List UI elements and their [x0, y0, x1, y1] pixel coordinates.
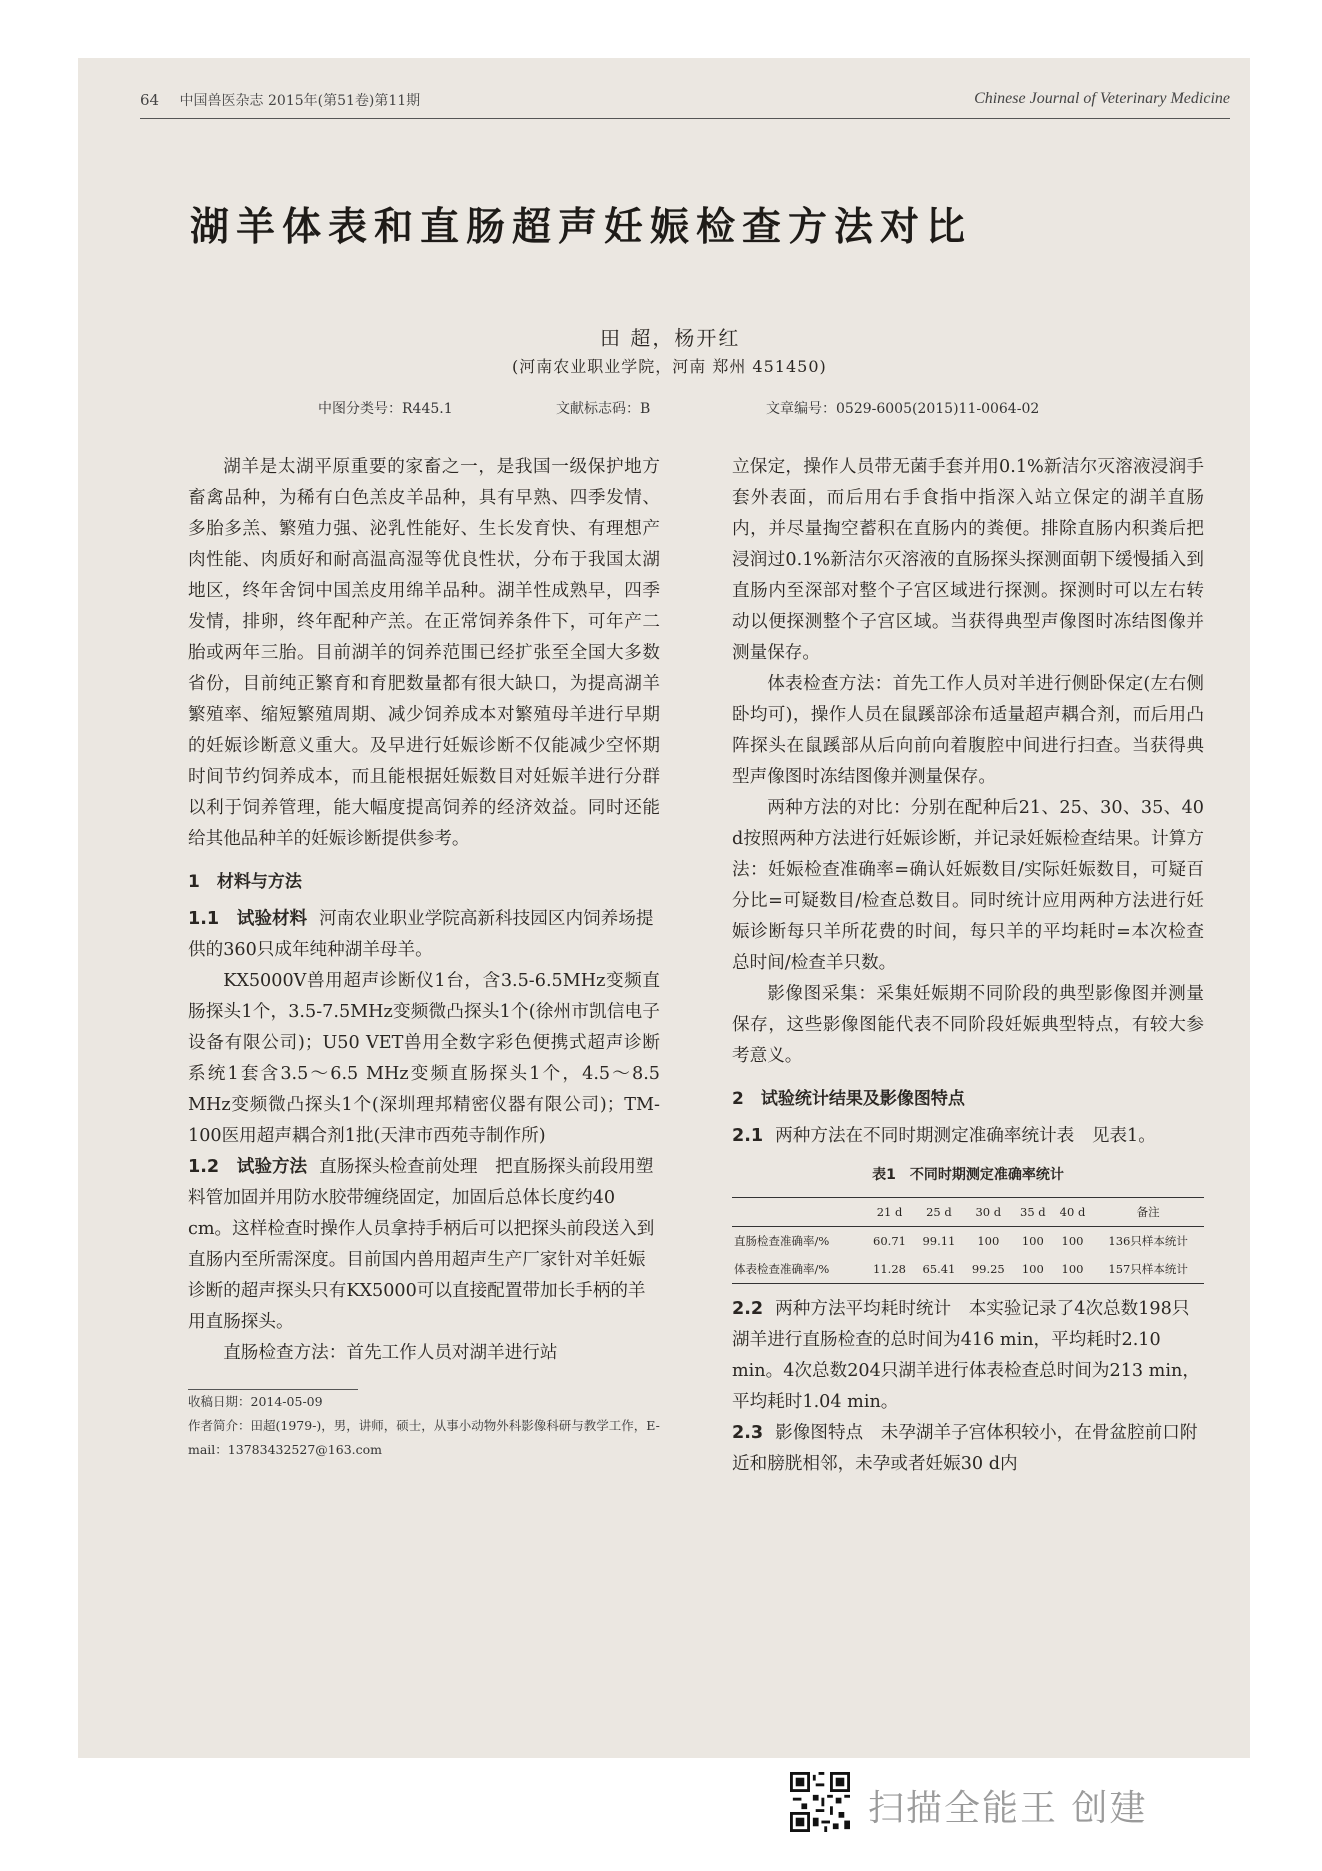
table-row [732, 1227, 1204, 1256]
section-2-1-text: 两种方法在不同时期测定准确率统计表 见表1。 [775, 1126, 1156, 1146]
document-code: 文献标志码：B [556, 401, 651, 417]
table-header-cell: 30 d [975, 1205, 1002, 1219]
table-header-cell: 21 d [876, 1205, 903, 1219]
article-number: 文章编号：0529-6005(2015)11-0064-02 [766, 401, 1040, 417]
section-1-1-label: 1.1 试验材料 [188, 909, 308, 929]
article-affiliation: (河南农业职业学院，河南 郑州 451450) [512, 357, 827, 376]
journal-issue: 2015年(第51卷)第11期 [268, 93, 421, 109]
header-left [140, 90, 420, 110]
journal-cn: 中国兽医杂志 [179, 93, 264, 109]
qr-code-icon [790, 1772, 850, 1832]
table-cell: 99.25 [971, 1262, 1005, 1276]
journal-en: Chinese Journal of Veterinary Medicine [974, 90, 1230, 107]
running-header [140, 68, 1230, 119]
section-1-2-text: 直肠探头检查前处理 把直肠探头前段用塑料管加固并用防水胶带缠绕固定，加固后总体长度约40 cm。这样检查时操作人员拿持手柄后可以把探头前段送入到直肠内至所需深度。目前国内兽用超声生产厂家针对羊妊娠诊断的超声探头只有KX5000可以直接配置带加长手柄的羊用直肠探头。 [188, 1157, 655, 1332]
received-date: 收稿日期：2014-05-09 [188, 1394, 323, 1409]
section-2-3-label: 2.3 [732, 1423, 764, 1443]
scanner-watermark [790, 1766, 1250, 1836]
table-cell: 100 [1021, 1234, 1044, 1248]
table-header-cell: 25 d [926, 1205, 952, 1219]
section-2-2-text: 两种方法平均耗时统计 本实验记录了4次总数198只湖羊进行直肠检查的总时间为416 min，平均耗时2.10 min。4次总数204只湖羊进行体表检查总时间为213 min，平均耗时1.04 min。 [732, 1299, 1200, 1412]
table-cell: 100 [977, 1234, 1000, 1248]
section-2-2-label: 2.2 [732, 1299, 764, 1319]
page-number: 64 [140, 91, 160, 109]
table-header-cell [732, 1198, 865, 1227]
table-cell: 100 [1061, 1262, 1084, 1276]
table-1-caption: 表1 不同时期测定准确率统计 [872, 1167, 1064, 1183]
section-1-2 [188, 1152, 660, 1338]
table-cell: 直肠检查准确率/% [734, 1234, 830, 1248]
section-1-heading: 1 材料与方法 [188, 872, 302, 892]
section-1-1-text: 河南农业职业学院高新科技园区内饲养场提供的360只成年纯种湖羊母羊。 [188, 909, 654, 960]
table-cell: 11.28 [873, 1262, 906, 1276]
article-title: 湖羊体表和直肠超声妊娠检查方法对比 [190, 205, 973, 250]
section-2-3 [732, 1418, 1204, 1480]
section-2-1 [732, 1121, 1204, 1152]
table-cell: 65.41 [922, 1262, 956, 1276]
table-cell: 100 [1061, 1234, 1084, 1248]
equipment-paragraph: KX5000V兽用超声诊断仪1台，含3.5-6.5MHz变频直肠探头1个，3.5-7.5MHz变频微凸探头1个(徐州市凯信电子设备有限公司)；U50 VET兽用全数字彩色便携式超声诊断系统1套含3.5～6.5 MHz变频直肠探头1个，4.5～8.5 MHz变频微凸探头1个(深圳理邦精密仪器有限公司)；TM-100医用超声耦合剂1批(天津市西苑寺制作所) [188, 971, 660, 1146]
table-header-cell: 40 d [1059, 1205, 1086, 1219]
table-cell: 157只样本统计 [1108, 1262, 1188, 1276]
section-1-1 [188, 904, 660, 966]
rectal-method-start: 直肠检查方法：首先工作人员对湖羊进行站 [223, 1343, 558, 1363]
author-info: 作者简介：田超(1979-)，男，讲师，硕士，从事小动物外科影像科研与教学工作，E-mail：13783432527@163.com [188, 1418, 660, 1457]
table-header-row [732, 1198, 1204, 1227]
table-cell: 体表检查准确率/% [734, 1262, 830, 1276]
intro-paragraph: 湖羊是太湖平原重要的家畜之一，是我国一级保护地方畜禽品种，为稀有白色羔皮羊品种，具有早熟、四季发情、多胎多羔、繁殖力强、泌乳性能好、生长发育快、有理想产肉性能、肉质好和耐高温高湿等优良性状，分布于我国太湖地区，终年舍饲中国羔皮用绵羊品种。湖羊性成熟早，四季发情，排卵，终年配种产羔。在正常饲养条件下，可年产二胎或两年三胎。目前湖羊的饲养范围已经扩张至全国大多数省份，目前纯正繁育和育肥数量都有很大缺口，为提高湖羊繁殖率、缩短繁殖周期、减少饲养成本对繁殖母羊进行早期的妊娠诊断意义重大。及早进行妊娠诊断不仅能减少空怀期时间节约饲养成本，而且能根据妊娠数目对妊娠羊进行分群以利于饲养管理，能大幅度提高饲养的经济效益。同时还能给其他品种羊的妊娠诊断提供参考。 [188, 457, 660, 849]
table-cell: 99.11 [922, 1234, 956, 1248]
section-2-1-label: 2.1 [732, 1126, 764, 1146]
clc-number: 中图分类号：R445.1 [318, 401, 453, 417]
comparison-method: 两种方法的对比：分别在配种后21、25、30、35、40 d按照两种方法进行妊娠诊断，并记录妊娠检查结果。计算方法：妊娠检查准确率=确认妊娠数目/实际妊娠数目，可疑百分比=可疑数目/检查总数目。同时统计应用两种方法进行妊娠诊断每只羊所花费的时间，每只羊的平均耗时=本次检查总时间/检查羊只数。 [732, 798, 1204, 973]
scanner-watermark-text: 扫描全能王 创建 [868, 1788, 1148, 1829]
table-header-cell: 35 d [1020, 1205, 1046, 1219]
table-cell: 136只样本统计 [1108, 1234, 1188, 1248]
image-collection: 影像图采集：采集妊娠期不同阶段的典型影像图并测量保存，这些影像图能代表不同阶段妊娠典型特点，有较大参考意义。 [732, 984, 1204, 1066]
table-1 [732, 1197, 1204, 1284]
table-header-cell: 备注 [1136, 1205, 1160, 1219]
body-surface-method: 体表检查方法：首先工作人员对羊进行侧卧保定(左右侧卧均可)，操作人员在鼠蹊部涂布适量超声耦合剂，而后用凸阵探头在鼠蹊部从后向前向着腹腔中间进行扫查。当获得典型声像图时冻结图像并测量保存。 [732, 674, 1204, 787]
section-2-2 [732, 1294, 1204, 1418]
section-1-2-label: 1.2 试验方法 [188, 1157, 308, 1177]
rectal-method-continued: 立保定，操作人员带无菌手套并用0.1%新洁尔灭溶液浸润手套外表面，而后用右手食指中指深入站立保定的湖羊直肠内，并尽量掏空蓄积在直肠内的粪便。排除直肠内积粪后把浸润过0.1%新洁尔灭溶液的直肠探头探测面朝下缓慢插入到直肠内至深部对整个子宫区域进行探测。探测时可以左右转动以便探测整个子宫区域。当获得典型声像图时冻结图像并测量保存。 [732, 457, 1204, 663]
section-2-heading: 2 试验统计结果及影像图特点 [732, 1089, 965, 1109]
left-column [188, 452, 660, 1462]
right-column [732, 452, 1204, 1480]
table-cell: 60.71 [873, 1234, 906, 1248]
article-authors: 田 超，杨开红 [600, 326, 741, 350]
table-cell: 100 [1021, 1262, 1044, 1276]
table-row [732, 1255, 1204, 1284]
section-2-3-text: 影像图特点 未孕湖羊子宫体积较小，在骨盆腔前口附近和膀胱相邻，未孕或者妊娠30 d内 [732, 1423, 1198, 1474]
